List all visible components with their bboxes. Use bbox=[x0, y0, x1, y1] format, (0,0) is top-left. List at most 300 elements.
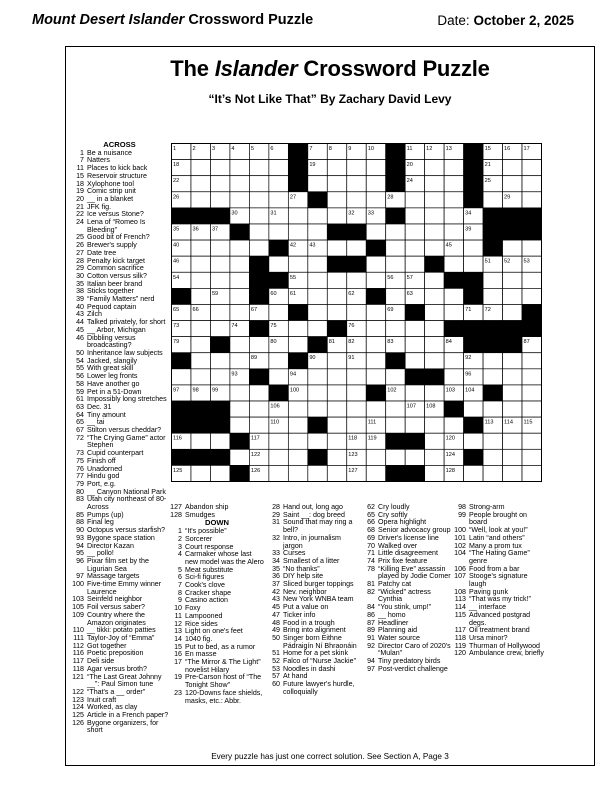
grid-cell[interactable] bbox=[386, 417, 405, 433]
clue-number: 48 bbox=[272, 618, 280, 627]
grid-cell[interactable] bbox=[269, 160, 288, 176]
grid-block bbox=[172, 288, 191, 304]
grid-cell[interactable] bbox=[191, 321, 210, 337]
grid-cell[interactable] bbox=[444, 224, 463, 240]
clue-number: 66 bbox=[367, 518, 375, 527]
clue-text: __ Canyon National Park bbox=[87, 487, 166, 496]
grid-cell[interactable] bbox=[249, 176, 268, 192]
grid-cell[interactable] bbox=[288, 321, 307, 337]
grid-cell[interactable] bbox=[444, 288, 463, 304]
clue-column-2 bbox=[168, 504, 266, 705]
grid-cell[interactable] bbox=[327, 433, 346, 449]
grid-cell[interactable] bbox=[503, 304, 522, 320]
grid-cell[interactable] bbox=[327, 417, 346, 433]
grid-cell[interactable] bbox=[425, 353, 444, 369]
grid-cell[interactable] bbox=[269, 465, 288, 481]
clue-text: Patchy cat bbox=[378, 580, 412, 589]
grid-cell[interactable] bbox=[386, 321, 405, 337]
header-publication bbox=[32, 12, 313, 28]
across-clue-column bbox=[70, 141, 169, 735]
grid-cell[interactable] bbox=[483, 369, 502, 385]
grid-cell[interactable] bbox=[249, 385, 268, 401]
grid-cell[interactable] bbox=[269, 449, 288, 465]
grid-cell[interactable] bbox=[230, 160, 249, 176]
grid-number: 34 bbox=[465, 210, 472, 217]
grid-cell[interactable] bbox=[230, 288, 249, 304]
grid-cell[interactable] bbox=[288, 224, 307, 240]
grid-cell[interactable] bbox=[191, 256, 210, 272]
grid-cell[interactable] bbox=[210, 304, 229, 320]
grid-cell[interactable] bbox=[425, 417, 444, 433]
grid-cell[interactable] bbox=[425, 385, 444, 401]
grid-cell[interactable] bbox=[522, 433, 541, 449]
grid-cell[interactable] bbox=[503, 385, 522, 401]
grid-cell[interactable] bbox=[444, 417, 463, 433]
grid-cell[interactable] bbox=[366, 192, 385, 208]
grid-cell[interactable] bbox=[425, 272, 444, 288]
grid-cell[interactable] bbox=[522, 401, 541, 417]
grid-cell[interactable] bbox=[347, 385, 366, 401]
grid-cell[interactable] bbox=[347, 369, 366, 385]
clue-across-116 bbox=[70, 650, 169, 658]
clue-text: Stooge's signature laugh bbox=[469, 572, 528, 589]
grid-cell[interactable] bbox=[366, 176, 385, 192]
grid-cell[interactable] bbox=[210, 240, 229, 256]
grid-cell[interactable] bbox=[327, 449, 346, 465]
grid-cell[interactable] bbox=[503, 369, 522, 385]
grid-cell[interactable] bbox=[425, 337, 444, 353]
grid-cell[interactable] bbox=[386, 240, 405, 256]
grid-cell[interactable] bbox=[522, 385, 541, 401]
grid-number: 74 bbox=[231, 323, 238, 330]
clue-text: Cracker shape bbox=[185, 588, 232, 597]
grid-cell[interactable] bbox=[483, 353, 502, 369]
grid-cell[interactable] bbox=[308, 288, 327, 304]
grid-cell[interactable] bbox=[308, 272, 327, 288]
clue-text: Hindu god bbox=[87, 472, 120, 481]
grid-cell[interactable] bbox=[327, 385, 346, 401]
grid-cell[interactable] bbox=[425, 433, 444, 449]
grid-cell[interactable] bbox=[210, 176, 229, 192]
grid-cell[interactable] bbox=[327, 369, 346, 385]
grid-cell[interactable] bbox=[327, 176, 346, 192]
grid-cell[interactable] bbox=[425, 176, 444, 192]
clue-across-96 bbox=[70, 558, 169, 573]
grid-cell[interactable] bbox=[210, 465, 229, 481]
clue-text: Utah city northeast of 80-Across bbox=[87, 495, 167, 512]
clue-text: Reservoir structure bbox=[87, 171, 147, 180]
grid-cell[interactable] bbox=[347, 401, 366, 417]
grid-cell[interactable] bbox=[230, 272, 249, 288]
grid-cell[interactable] bbox=[405, 337, 424, 353]
grid-cell[interactable] bbox=[405, 449, 424, 465]
grid-cell[interactable] bbox=[483, 288, 502, 304]
clue-number: 112 bbox=[72, 641, 84, 650]
clue-down-13 bbox=[168, 628, 266, 636]
clue-number: 119 bbox=[454, 641, 466, 650]
clue-number: 56 bbox=[76, 372, 84, 381]
grid-cell[interactable] bbox=[172, 369, 191, 385]
grid-cell[interactable] bbox=[425, 240, 444, 256]
clue-text: Opera highlight bbox=[378, 518, 427, 527]
grid-number: 15 bbox=[484, 146, 491, 152]
grid-cell[interactable] bbox=[210, 369, 229, 385]
clue-text: With great skill bbox=[87, 364, 134, 373]
grid-cell[interactable] bbox=[503, 449, 522, 465]
grid-cell[interactable] bbox=[405, 417, 424, 433]
grid-cell[interactable] bbox=[191, 240, 210, 256]
publication-name: Mount Desert Islander bbox=[32, 12, 185, 28]
grid-number: 90 bbox=[309, 355, 316, 362]
grid-cell[interactable] bbox=[464, 240, 483, 256]
grid-cell[interactable] bbox=[230, 240, 249, 256]
grid-cell[interactable] bbox=[249, 160, 268, 176]
grid-cell[interactable] bbox=[522, 449, 541, 465]
clue-number: 6 bbox=[178, 573, 182, 582]
grid-cell[interactable] bbox=[288, 208, 307, 224]
grid-cell[interactable] bbox=[366, 160, 385, 176]
grid-cell[interactable] bbox=[327, 304, 346, 320]
grid-cell[interactable] bbox=[269, 192, 288, 208]
grid-cell[interactable] bbox=[366, 321, 385, 337]
grid-cell[interactable] bbox=[288, 256, 307, 272]
clue-number: 15 bbox=[76, 171, 84, 180]
grid-cell[interactable] bbox=[288, 401, 307, 417]
grid-cell[interactable] bbox=[483, 401, 502, 417]
grid-cell[interactable] bbox=[444, 208, 463, 224]
grid-cell[interactable] bbox=[191, 433, 210, 449]
grid-cell[interactable] bbox=[308, 304, 327, 320]
grid-cell[interactable] bbox=[425, 465, 444, 481]
grid-cell[interactable] bbox=[269, 224, 288, 240]
grid-block bbox=[191, 208, 210, 224]
grid-cell[interactable] bbox=[366, 256, 385, 272]
grid-cell[interactable] bbox=[522, 272, 541, 288]
grid-cell[interactable] bbox=[210, 256, 229, 272]
grid-cell[interactable] bbox=[347, 272, 366, 288]
clue-number: 9 bbox=[178, 596, 182, 605]
grid-cell[interactable] bbox=[425, 224, 444, 240]
grid-number: 48 bbox=[328, 258, 336, 265]
grid-cell[interactable] bbox=[249, 208, 268, 224]
grid-cell[interactable] bbox=[483, 272, 502, 288]
grid-cell[interactable] bbox=[405, 385, 424, 401]
grid-cell[interactable] bbox=[386, 224, 405, 240]
clue-text: Director Kazan bbox=[87, 541, 134, 550]
grid-number: 126 bbox=[250, 467, 261, 474]
grid-number: 18 bbox=[173, 162, 180, 169]
clue-column-4 bbox=[361, 504, 451, 673]
grid-cell[interactable] bbox=[230, 256, 249, 272]
grid-cell[interactable] bbox=[444, 256, 463, 272]
grid-cell[interactable] bbox=[210, 192, 229, 208]
clue-text: Senior advocacy group bbox=[378, 526, 451, 535]
grid-cell[interactable] bbox=[425, 160, 444, 176]
grid-cell[interactable] bbox=[522, 353, 541, 369]
grid-cell[interactable] bbox=[483, 465, 502, 481]
grid-cell[interactable] bbox=[425, 449, 444, 465]
grid-cell[interactable] bbox=[366, 465, 385, 481]
clue-number: 4 bbox=[178, 550, 182, 559]
grid-cell[interactable] bbox=[464, 465, 483, 481]
grid-cell[interactable] bbox=[347, 192, 366, 208]
grid-cell[interactable] bbox=[230, 304, 249, 320]
grid-cell[interactable] bbox=[503, 240, 522, 256]
clue-text: Advanced postgrad degs. bbox=[469, 610, 531, 627]
grid-cell[interactable] bbox=[327, 208, 346, 224]
grid-number: 101 bbox=[367, 387, 378, 394]
grid-cell[interactable] bbox=[308, 224, 327, 240]
clue-text: Pre-Carson host of “The Tonight Show” bbox=[185, 673, 262, 690]
clue-number: 40 bbox=[76, 302, 84, 311]
grid-cell[interactable] bbox=[405, 321, 424, 337]
grid-cell[interactable] bbox=[269, 433, 288, 449]
grid-cell[interactable] bbox=[503, 176, 522, 192]
grid-cell[interactable] bbox=[191, 272, 210, 288]
grid-cell[interactable] bbox=[405, 240, 424, 256]
clue-number: 26 bbox=[76, 241, 84, 250]
grid-cell[interactable] bbox=[230, 449, 249, 465]
grid-cell[interactable] bbox=[386, 256, 405, 272]
grid-cell[interactable] bbox=[366, 401, 385, 417]
grid-cell[interactable] bbox=[522, 160, 541, 176]
grid-cell[interactable] bbox=[347, 176, 366, 192]
grid-cell[interactable] bbox=[327, 465, 346, 481]
date-label: Date: bbox=[437, 13, 470, 28]
clue-text: Massage targets bbox=[87, 572, 140, 581]
clue-across-1 bbox=[70, 150, 169, 158]
grid-cell[interactable] bbox=[269, 256, 288, 272]
grid-cell[interactable] bbox=[288, 417, 307, 433]
grid-cell[interactable] bbox=[230, 353, 249, 369]
grid-cell[interactable] bbox=[210, 160, 229, 176]
grid-cell[interactable] bbox=[327, 272, 346, 288]
grid-cell[interactable] bbox=[210, 321, 229, 337]
grid-cell[interactable] bbox=[249, 240, 268, 256]
clue-number: 128 bbox=[170, 510, 182, 519]
clue-text: Director Caro of 2020's “Mulan” bbox=[378, 641, 451, 658]
grid-cell[interactable] bbox=[444, 353, 463, 369]
grid-cell[interactable] bbox=[308, 401, 327, 417]
grid-cell[interactable] bbox=[347, 160, 366, 176]
grid-cell[interactable] bbox=[425, 192, 444, 208]
grid-number: 3 bbox=[211, 146, 216, 152]
grid-cell[interactable] bbox=[230, 337, 249, 353]
grid-cell[interactable] bbox=[405, 353, 424, 369]
grid-cell[interactable] bbox=[327, 160, 346, 176]
grid-cell[interactable] bbox=[230, 176, 249, 192]
grid-cell[interactable] bbox=[425, 321, 444, 337]
grid-cell[interactable] bbox=[230, 417, 249, 433]
grid-cell[interactable] bbox=[269, 304, 288, 320]
clue-text: “The Hating Game” genre bbox=[469, 549, 530, 565]
grid-number: 91 bbox=[348, 355, 355, 362]
clue-text: Deli side bbox=[87, 657, 115, 666]
grid-cell[interactable] bbox=[288, 449, 307, 465]
grid-cell[interactable] bbox=[483, 433, 502, 449]
grid-cell[interactable] bbox=[425, 304, 444, 320]
grid-cell[interactable] bbox=[327, 288, 346, 304]
grid-cell[interactable] bbox=[191, 192, 210, 208]
grid-cell[interactable] bbox=[230, 192, 249, 208]
grid-cell[interactable] bbox=[191, 337, 210, 353]
grid-cell[interactable] bbox=[191, 465, 210, 481]
grid-cell[interactable] bbox=[464, 433, 483, 449]
grid-cell[interactable] bbox=[522, 465, 541, 481]
grid-cell[interactable] bbox=[347, 304, 366, 320]
clue-text: __ homo bbox=[378, 610, 406, 619]
clue-text: “Killing Eve” assassin played by Jodie Comer bbox=[378, 564, 451, 581]
grid-cell[interactable] bbox=[249, 417, 268, 433]
grid-cell[interactable] bbox=[522, 288, 541, 304]
grid-cell[interactable] bbox=[503, 401, 522, 417]
grid-cell[interactable] bbox=[327, 353, 346, 369]
grid-cell[interactable] bbox=[308, 208, 327, 224]
grid-cell[interactable] bbox=[191, 369, 210, 385]
grid-cell[interactable] bbox=[249, 192, 268, 208]
grid-cell[interactable] bbox=[230, 385, 249, 401]
grid-block bbox=[249, 288, 268, 304]
grid-cell[interactable] bbox=[327, 240, 346, 256]
grid-cell[interactable] bbox=[230, 401, 249, 417]
grid-cell[interactable] bbox=[308, 465, 327, 481]
grid-cell[interactable] bbox=[249, 224, 268, 240]
grid-cell[interactable] bbox=[327, 401, 346, 417]
grid-cell[interactable] bbox=[522, 176, 541, 192]
grid-number: 114 bbox=[504, 419, 513, 426]
grid-block bbox=[249, 369, 268, 385]
grid-cell[interactable] bbox=[191, 353, 210, 369]
grid-cell[interactable] bbox=[405, 192, 424, 208]
grid-cell[interactable] bbox=[308, 176, 327, 192]
grid-block bbox=[483, 337, 502, 353]
clue-text: Latin “and others” bbox=[469, 533, 525, 542]
grid-cell[interactable] bbox=[386, 288, 405, 304]
grid-block bbox=[405, 465, 424, 481]
grid-cell[interactable] bbox=[191, 176, 210, 192]
grid-cell[interactable] bbox=[191, 288, 210, 304]
grid-cell[interactable] bbox=[503, 465, 522, 481]
grid-cell[interactable] bbox=[210, 272, 229, 288]
clue-text: Unadorned bbox=[87, 464, 123, 473]
clue-number: 83 bbox=[76, 495, 84, 504]
grid-number: 86 bbox=[504, 339, 511, 346]
grid-cell[interactable] bbox=[386, 369, 405, 385]
grid-number: 10 bbox=[367, 146, 374, 152]
grid-cell[interactable] bbox=[288, 337, 307, 353]
clue-text: Cupid counterpart bbox=[87, 449, 144, 458]
grid-block bbox=[269, 272, 288, 288]
grid-cell[interactable] bbox=[308, 433, 327, 449]
clue-text: Pet in a 51-Down bbox=[87, 387, 142, 396]
grid-cell[interactable] bbox=[366, 272, 385, 288]
grid-cell[interactable] bbox=[327, 192, 346, 208]
grid-cell[interactable] bbox=[210, 433, 229, 449]
clue-across-85 bbox=[70, 512, 169, 520]
clue-text: People brought on board bbox=[469, 510, 527, 527]
grid-cell[interactable] bbox=[405, 208, 424, 224]
grid-cell[interactable] bbox=[386, 401, 405, 417]
grid-cell[interactable] bbox=[483, 192, 502, 208]
grid-cell[interactable] bbox=[308, 321, 327, 337]
clue-down-1 bbox=[168, 528, 266, 536]
grid-cell[interactable] bbox=[366, 337, 385, 353]
grid-block bbox=[230, 224, 249, 240]
grid-cell[interactable] bbox=[444, 160, 463, 176]
grid-cell[interactable] bbox=[483, 449, 502, 465]
clue-number: 62 bbox=[367, 503, 375, 511]
grid-number: 59 bbox=[211, 290, 219, 297]
grid-cell[interactable] bbox=[366, 353, 385, 369]
grid-cell[interactable] bbox=[249, 401, 268, 417]
grid-cell[interactable] bbox=[464, 401, 483, 417]
grid-number: 116 bbox=[173, 435, 182, 442]
grid-cell[interactable] bbox=[308, 385, 327, 401]
grid-cell[interactable] bbox=[503, 353, 522, 369]
grid-cell[interactable] bbox=[347, 240, 366, 256]
grid-cell[interactable] bbox=[386, 449, 405, 465]
grid-cell[interactable] bbox=[366, 224, 385, 240]
grid-cell[interactable] bbox=[269, 176, 288, 192]
grid-number: 105 bbox=[173, 403, 183, 410]
grid-cell[interactable] bbox=[464, 256, 483, 272]
grid-cell[interactable] bbox=[405, 256, 424, 272]
grid-cell[interactable] bbox=[308, 256, 327, 272]
grid-cell[interactable] bbox=[503, 433, 522, 449]
grid-cell[interactable] bbox=[444, 192, 463, 208]
clue-number: 47 bbox=[272, 610, 280, 619]
clue-number: 111 bbox=[73, 634, 84, 642]
grid-cell[interactable] bbox=[366, 369, 385, 385]
grid-cell[interactable] bbox=[366, 304, 385, 320]
grid-cell[interactable] bbox=[405, 224, 424, 240]
grid-cell[interactable] bbox=[308, 369, 327, 385]
grid-cell[interactable] bbox=[522, 240, 541, 256]
clue-number: 2 bbox=[178, 534, 182, 543]
grid-cell[interactable] bbox=[425, 288, 444, 304]
clue-number: 79 bbox=[76, 479, 84, 488]
grid-cell[interactable] bbox=[444, 176, 463, 192]
grid-cell[interactable] bbox=[269, 369, 288, 385]
grid-cell[interactable] bbox=[503, 272, 522, 288]
grid-cell[interactable] bbox=[269, 353, 288, 369]
grid-cell[interactable] bbox=[444, 304, 463, 320]
grid-cell[interactable] bbox=[425, 208, 444, 224]
clue-number: 127 bbox=[170, 503, 182, 511]
grid-number: 115 bbox=[523, 419, 533, 426]
clue-text: Driver's license line bbox=[378, 533, 439, 542]
grid-number: 40 bbox=[173, 242, 180, 249]
grid-cell[interactable] bbox=[366, 449, 385, 465]
clue-text: Food from a bar bbox=[469, 564, 520, 573]
clue-text: Port, e.g. bbox=[87, 479, 116, 488]
grid-cell[interactable] bbox=[444, 369, 463, 385]
grid-cell[interactable] bbox=[249, 337, 268, 353]
grid-cell[interactable] bbox=[288, 433, 307, 449]
grid-cell[interactable] bbox=[347, 417, 366, 433]
puzzle-byline: “It’s Not Like That” By Zachary David Levy bbox=[208, 92, 452, 106]
clue-text: Sorcerer bbox=[185, 534, 213, 543]
clue-number: 82 bbox=[367, 587, 375, 596]
grid-cell[interactable] bbox=[503, 160, 522, 176]
grid-cell[interactable] bbox=[191, 160, 210, 176]
grid-cell[interactable] bbox=[522, 192, 541, 208]
grid-cell[interactable] bbox=[288, 465, 307, 481]
grid-cell[interactable] bbox=[522, 369, 541, 385]
grid-number: 55 bbox=[289, 274, 297, 281]
grid-cell[interactable] bbox=[503, 288, 522, 304]
grid-cell[interactable] bbox=[210, 353, 229, 369]
